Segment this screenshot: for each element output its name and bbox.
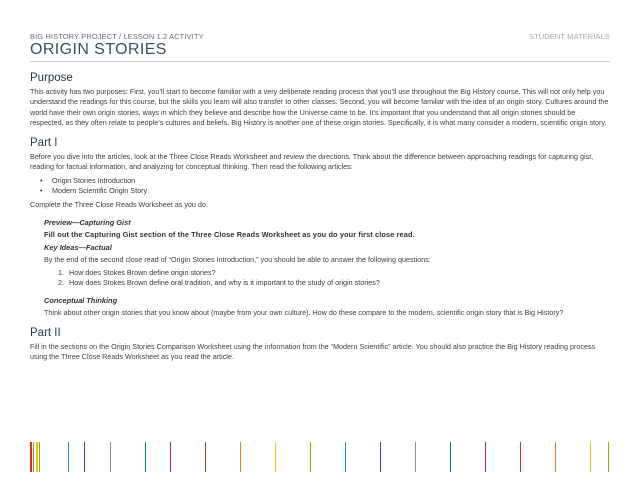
part2-paragraph: Fill in the sections on the Origin Stories Comparison Worksheet using the information from the “Modern Scientific” article. You should also practice the Big History reading process using the Three Close Reads Worksheet as you read the article.	[30, 341, 596, 362]
decorative-bar	[485, 442, 486, 472]
part1-intro: Before you dive into the articles, look at the Three Close Reads Worksheet and review the directions. Think about the difference between approaching readings for capturing gist, reading for factual information, and analyzing for conceptual thinking. Then read the following articles:	[30, 152, 594, 172]
decorative-bar	[450, 442, 451, 472]
student-materials-label: STUDENT MATERIALS	[528, 32, 610, 41]
decorative-bar	[30, 442, 32, 472]
document-body	[30, 72, 610, 362]
decorative-bar	[275, 442, 276, 472]
part1-heading: Part I	[30, 137, 58, 150]
decorative-bar	[520, 442, 521, 472]
decorative-bar	[380, 442, 381, 472]
decorative-bar	[39, 442, 40, 472]
list-item	[58, 278, 610, 288]
decorative-bar	[310, 442, 311, 472]
decorative-bar	[608, 442, 609, 472]
decorative-bar	[84, 442, 85, 472]
complete-instruction: Complete the Three Close Reads Worksheet as you do.	[30, 200, 208, 210]
question-list	[44, 268, 610, 289]
preview-heading: Preview—Capturing Gist	[44, 217, 131, 227]
decorative-bar	[170, 442, 171, 472]
key-ideas-paragraph: By the end of the second close read of “Origin Stories Introduction,” you should be able to answer the following questions:	[44, 254, 431, 264]
breadcrumb: BIG HISTORY PROJECT / LESSON 1.2 ACTIVITY	[30, 32, 204, 41]
bullet-icon: •	[40, 175, 43, 185]
list-item	[58, 268, 610, 278]
article-title: Modern Scientific Origin Story	[52, 186, 148, 196]
header-divider	[30, 61, 610, 62]
question-text: How does Stokes Brown define origin stories?	[69, 267, 216, 277]
decorative-bar	[33, 442, 34, 472]
page-title: ORIGIN STORIES	[30, 41, 167, 58]
bullet-icon: •	[40, 186, 43, 196]
list-item	[40, 186, 610, 196]
decorative-bar	[36, 442, 38, 472]
article-list	[30, 176, 610, 197]
question-number: 1.	[58, 267, 64, 277]
decorative-bar	[68, 442, 69, 472]
conceptual-heading: Conceptual Thinking	[44, 295, 118, 305]
decorative-bar	[415, 442, 416, 472]
decorative-bar	[345, 442, 346, 472]
purpose-heading: Purpose	[30, 72, 73, 84]
purpose-paragraph: This activity has two purposes: First, you’ll start to become familiar with a very deliberate reading process that you’ll use throughout the Big History course. This will not only help you understand the readings for this course, but the skills you learn will also transfer to other classes. Second, you will become familiar with the idea of an origin story. Cultures around the world have their own origin stories, ways in which they believe and describe how the Universe came to be. It’s important that you understand that all origin stories should be respected, as they often relate to people’s cultures and beliefs. Big History is another one of these origin stories. Specifically, it is what many consider a modern, scientific origin story.	[30, 87, 609, 127]
preview-instruction: Fill out the Capturing Gist section of the Three Close Reads Worksheet as you do your first close read.	[44, 229, 415, 239]
key-ideas-heading: Key Ideas—Factual	[44, 242, 112, 252]
reading-steps	[44, 218, 610, 318]
list-item	[40, 176, 610, 186]
decorative-bar	[205, 442, 206, 472]
decorative-bar	[240, 442, 241, 472]
part2-heading: Part II	[30, 326, 61, 339]
decorative-bar	[590, 442, 591, 472]
decorative-bar	[555, 442, 556, 472]
question-number: 2.	[58, 278, 64, 288]
question-text: How does Stokes Brown define oral tradition, and why is it important to the study of origin stories?	[69, 278, 380, 288]
article-title: Origin Stories Introduction	[52, 175, 136, 185]
conceptual-paragraph: Think about other origin stories that you know about (maybe from your own culture). How do these compare to the modern, scientific origin story that is Big History?	[44, 307, 564, 317]
decorative-bar	[110, 442, 111, 472]
decorative-bar	[145, 442, 146, 472]
footer-color-bars	[30, 440, 610, 472]
